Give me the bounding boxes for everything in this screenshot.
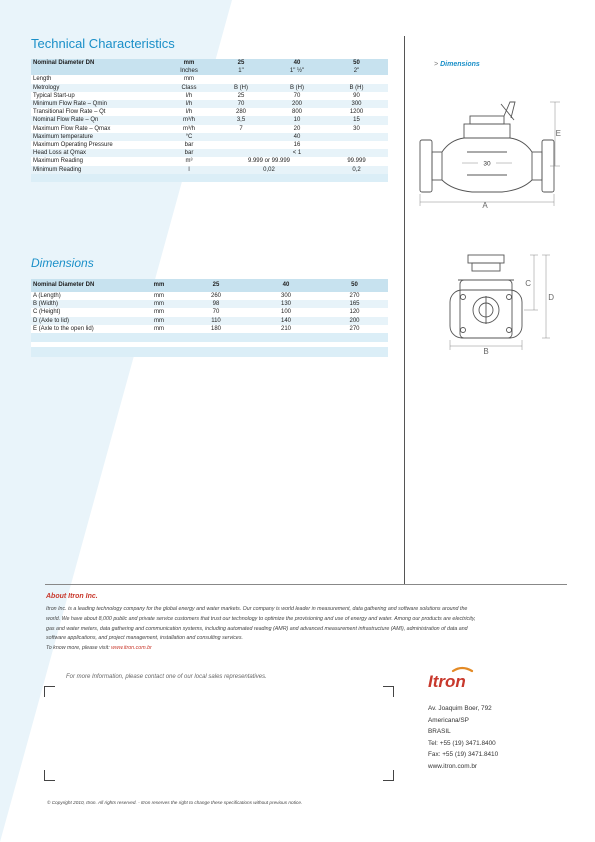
header-cell: 40	[251, 279, 321, 292]
table-cell: l/h	[165, 92, 213, 100]
table-row	[31, 317, 388, 325]
about-line: world. We have about 8,000 public and private service customers that trust our technology to optimize the provisioning and use of energy and water. Among our products are electricity,	[46, 615, 476, 622]
table-cell	[213, 75, 269, 83]
column-divider	[404, 36, 405, 584]
table-cell: B (H)	[213, 84, 269, 92]
nominal-diameter-label: 30	[483, 160, 491, 168]
logo-wordmark: Itron	[428, 672, 466, 691]
table-cell	[325, 75, 388, 83]
table-cell: 120	[321, 308, 388, 316]
website-link[interactable]: www.itron.com.br	[111, 645, 152, 652]
header-cell: Nominal Diameter DN	[31, 59, 165, 67]
about-line: software applications, and project management, installation and consulting services.	[46, 635, 243, 642]
header-cell: 25	[213, 59, 269, 67]
table-cell	[325, 133, 388, 141]
subheader-cell: 2"	[325, 67, 388, 75]
about-title: About Itron Inc.	[46, 593, 98, 600]
dimension-label-a: A	[482, 201, 488, 210]
header-cell: 25	[181, 279, 251, 292]
table-cell: 1200	[325, 108, 388, 116]
table-cell: B (H)	[269, 84, 325, 92]
table-cell: 3,5	[213, 116, 269, 124]
subheader-cell: 1"	[213, 67, 269, 75]
table-cell: 260	[181, 292, 251, 300]
table-cell: 16	[269, 141, 325, 149]
table-cell	[213, 141, 269, 149]
dimensions-drawing-label-text: Dimensions	[440, 61, 480, 68]
table-subheader-row	[31, 67, 388, 75]
phone-line: Tel: +55 (19) 3471.8400	[428, 739, 496, 747]
table-row	[31, 125, 388, 133]
table-cell: 70	[213, 100, 269, 108]
corner-bracket	[44, 686, 55, 697]
table-cell: 40	[269, 133, 325, 141]
address-line: Av. Joaquim Boer, 792	[428, 705, 492, 712]
table-cell: 0,02	[213, 166, 325, 174]
table-cell: C (Height)	[31, 308, 137, 316]
table-cell: 270	[321, 292, 388, 300]
table-cell: Maximum Operating Pressure	[31, 141, 165, 149]
table-cell: 70	[269, 92, 325, 100]
dimensions-title: Dimensions	[31, 256, 94, 270]
table-cell: 200	[321, 317, 388, 325]
table-cell: A (Length)	[31, 292, 137, 300]
table-row	[31, 141, 388, 149]
table-cell: 15	[325, 116, 388, 124]
table-cell: mm	[137, 292, 181, 300]
contact-note: For more Information, please contact one of our local sales representatives.	[66, 674, 267, 680]
meter-front-view-drawing	[430, 250, 560, 360]
table-cell: Typical Start-up	[31, 92, 165, 100]
table-footer-band	[31, 333, 388, 342]
table-row	[31, 84, 388, 92]
table-cell: Maximum Flow Rate – Qmax	[31, 125, 165, 133]
table-row	[31, 92, 388, 100]
table-cell: 30	[325, 125, 388, 133]
table-cell: 10	[269, 116, 325, 124]
table-cell: 270	[321, 325, 388, 333]
about-line: Itron Inc. is a leading technology company for the global energy and water markets. Our company is world leader in measurement, data gathering and software solutions around the	[46, 606, 468, 612]
table-cell	[213, 149, 269, 157]
table-row	[31, 300, 388, 308]
table-row	[31, 292, 388, 300]
fax-line: Fax: +55 (19) 3471.8410	[428, 751, 499, 759]
table-cell: 165	[321, 300, 388, 308]
dimensions-drawing-label	[434, 61, 480, 68]
table-cell	[325, 149, 388, 157]
about-body	[46, 605, 566, 654]
table-cell: Transitional Flow Rate – Qt	[31, 108, 165, 116]
table-cell: 90	[325, 92, 388, 100]
meter-side-view-drawing	[412, 90, 562, 215]
table-cell: 70	[181, 308, 251, 316]
table-cell: D (Axle to lid)	[31, 317, 137, 325]
chevron-right-icon: >	[434, 61, 439, 68]
table-cell: mm	[137, 325, 181, 333]
table-cell: 110	[181, 317, 251, 325]
table-cell: Metrology	[31, 84, 165, 92]
table-row	[31, 108, 388, 116]
table-cell: 300	[325, 100, 388, 108]
table-row	[31, 308, 388, 316]
table-footer-band	[31, 174, 388, 182]
table-row	[31, 166, 388, 174]
table-cell: bar	[165, 149, 213, 157]
dimensions-table	[31, 279, 388, 357]
table-cell: 300	[251, 292, 321, 300]
table-cell: mm	[137, 308, 181, 316]
table-cell: 0,2	[325, 166, 388, 174]
table-cell: Minimum Reading	[31, 166, 165, 174]
table-header-row	[31, 279, 388, 292]
table-row	[31, 325, 388, 333]
table-cell: 100	[251, 308, 321, 316]
table-cell: bar	[165, 141, 213, 149]
table-cell: 130	[251, 300, 321, 308]
table-cell: mm	[165, 75, 213, 83]
table-cell: 9.999 or 99.999	[213, 157, 325, 165]
table-cell	[325, 141, 388, 149]
table-row	[31, 157, 388, 165]
table-header-row	[31, 59, 388, 67]
table-cell: Length	[31, 75, 165, 83]
header-cell: 50	[325, 59, 388, 67]
table-cell: Minimum Flow Rate – Qmin	[31, 100, 165, 108]
address-line: BRASIL	[428, 728, 451, 736]
subheader-cell: Inches	[165, 67, 213, 75]
table-cell	[213, 133, 269, 141]
table-cell: E (Axle to the open lid)	[31, 325, 137, 333]
table-cell: 25	[213, 92, 269, 100]
subheader-cell	[31, 67, 165, 75]
dimension-label-b: B	[483, 347, 489, 356]
corner-bracket	[383, 686, 394, 697]
table-cell: Maximum Reading	[31, 157, 165, 165]
header-cell: mm	[165, 59, 213, 67]
table-cell	[269, 75, 325, 83]
dimension-label-d: D	[548, 293, 554, 302]
table-cell: m³/h	[165, 116, 213, 124]
about-line: gas and water meters, data gathering and communication systems, including automated reading (AMR) and advanced measurement infrastructure (AMI), administration of data and	[46, 625, 468, 632]
table-cell: mm	[137, 300, 181, 308]
table-cell: l	[165, 166, 213, 174]
technical-characteristics-title: Technical Characteristics	[31, 36, 175, 51]
website-link[interactable]: www.itron.com.br	[428, 762, 478, 770]
table-footer-band	[31, 347, 388, 357]
table-cell: °C	[165, 133, 213, 141]
table-row	[31, 149, 388, 157]
table-row	[31, 133, 388, 141]
header-cell: mm	[137, 279, 181, 292]
corner-bracket	[383, 770, 394, 781]
table-cell: m³/h	[165, 125, 213, 133]
subheader-cell: 1" ½"	[269, 67, 325, 75]
table-cell: < 1	[269, 149, 325, 157]
header-cell: 50	[321, 279, 388, 292]
table-cell: 99.999	[325, 157, 388, 165]
table-row	[31, 116, 388, 124]
table-cell: mm	[137, 317, 181, 325]
header-cell: Nominal Diameter DN	[31, 279, 137, 292]
table-cell: 180	[181, 325, 251, 333]
table-cell: l/h	[165, 108, 213, 116]
table-cell: 280	[213, 108, 269, 116]
table-cell: Maximum temperature	[31, 133, 165, 141]
table-cell: 98	[181, 300, 251, 308]
table-cell: Nominal Flow Rate – Qn	[31, 116, 165, 124]
footer-divider	[45, 584, 567, 585]
table-row	[31, 100, 388, 108]
table-cell: 200	[269, 100, 325, 108]
table-cell: 7	[213, 125, 269, 133]
table-cell: l/h	[165, 100, 213, 108]
about-more-prefix: To know more, please visit:	[46, 645, 112, 652]
table-cell: m³	[165, 157, 213, 165]
table-cell: B (H)	[325, 84, 388, 92]
table-cell: B (Width)	[31, 300, 137, 308]
table-cell: 140	[251, 317, 321, 325]
about-more-line	[46, 644, 566, 654]
table-cell: 210	[251, 325, 321, 333]
itron-logo	[426, 665, 488, 693]
table-cell: Class	[165, 84, 213, 92]
table-cell: Head Loss at Qmax	[31, 149, 165, 157]
copyright-notice: © Copyright 2010, Itron. All rights reserved. - Itron reserves the right to change these specifications without previous notice.	[47, 800, 303, 805]
table-cell: 800	[269, 108, 325, 116]
table-cell: 20	[269, 125, 325, 133]
dimension-label-e: E	[555, 129, 561, 138]
corner-bracket	[44, 770, 55, 781]
technical-characteristics-table	[31, 59, 388, 182]
header-cell: 40	[269, 59, 325, 67]
address-block	[428, 703, 498, 773]
table-row	[31, 75, 388, 83]
address-line: Americana/SP	[428, 716, 469, 724]
dimension-label-c: C	[525, 279, 531, 288]
